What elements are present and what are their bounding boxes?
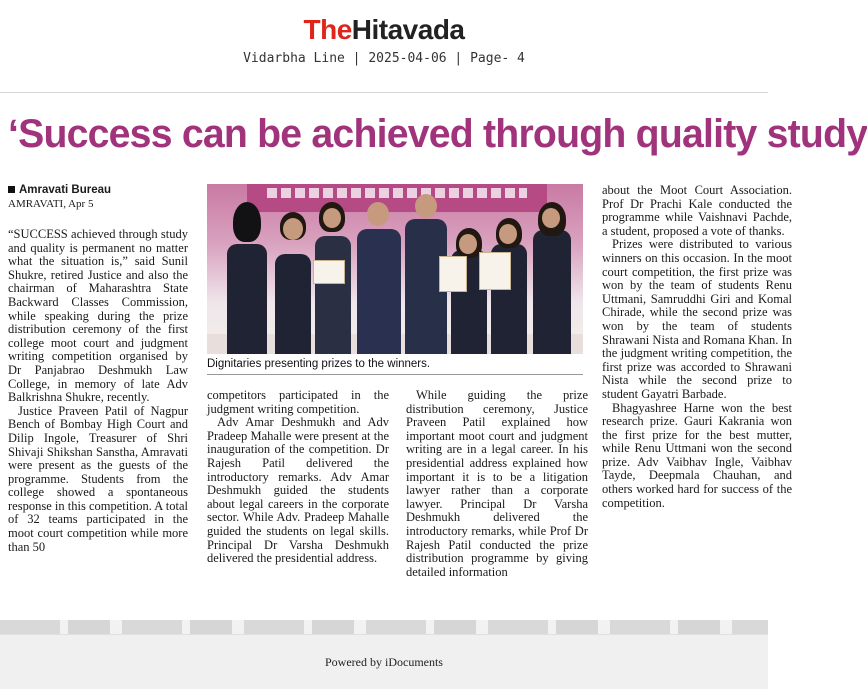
photo-certificate	[479, 252, 511, 290]
article-column-1	[8, 228, 188, 554]
logo-name: Hitavada	[351, 14, 465, 45]
newspaper-logo[interactable]	[0, 14, 768, 46]
photo-person	[357, 229, 401, 354]
photo-person-face	[323, 208, 341, 228]
byline-text: Amravati Bureau	[19, 184, 112, 196]
article-headline: ‘Success can be achieved through quality study	[8, 112, 867, 156]
photo-certificate	[313, 260, 345, 284]
photo-person-face	[367, 202, 389, 226]
photo-person	[275, 254, 311, 354]
byline	[8, 184, 111, 196]
paragraph: competitors participated in the judgment writing competition.	[207, 388, 389, 416]
edition-line: Vidarbha Line | 2025-04-06 | Page- 4	[243, 51, 525, 66]
article-column-3	[406, 389, 588, 579]
photo-person-face	[459, 234, 477, 254]
photo-person	[315, 236, 351, 354]
photo-person-face	[542, 208, 560, 228]
article-photo	[207, 184, 583, 354]
paragraph: Prizes were distributed to various winners on this occasion. In the moot court competition, the first prize was won by the team of students Renu Uttmani, Samruddhi Giri and Komal Chirade, while the second prize was won by the team of students Shrawani Nista and Romana Khan. In the judgment writing competition, the first prize was accorded to Shrawani Nista while the second prize to student Gayatri Barbade.	[602, 237, 792, 401]
footer-bar	[0, 634, 768, 689]
square-bullet-icon	[8, 186, 15, 193]
dateline: AMRAVATI, Apr 5	[8, 198, 94, 210]
paragraph: about the Moot Court Association. Prof Dr Prachi Kale conducted the programme while Vaishnavi Pachde, a student, proposed a vote of thanks.	[602, 183, 792, 238]
paragraph: “SUCCESS achieved through study and quality is permanent no matter what the situation is,” said Sunil Shukre, retired Justice and also the chairman of Maharashtra State Backward Classes Commission, while speaking during the prize distribution ceremony of the first college moot court and judgment writing competition organised by Dr Panjabrao Deshmukh Law College, in memory of late Adv Balkrishna Shukre, recently.	[8, 227, 188, 405]
paragraph: Adv Amar Deshmukh and Adv Pradeep Mahalle were present at the inauguration of the competition. Dr Rajesh Patil delivered the introductory remarks. Adv Amar Deshmukh guided the students about legal careers in the corporate sector. While Adv. Pradeep Mahalle guided the students on legal skills. Principal Dr Varsha Deshmukh delivered the presidential address.	[207, 415, 389, 566]
paragraph: While guiding the prize distribution ceremony, Justice Praveen Patil explained how important moot court and judgment writing are in a legal career. In his presidential address explained how important it is to be a litigation lawyer rather than a corporate lawyer. Principal Dr Varsha Deshmukh delivered the introductory remarks, while Prof Dr Rajesh Patil conducted the prize distribution programme by giving detailed information	[406, 388, 588, 579]
masthead	[0, 0, 768, 93]
next-article-preview	[0, 620, 768, 634]
article-column-2	[207, 389, 389, 566]
photo-person-face	[415, 194, 437, 218]
photo-caption: Dignitaries presenting prizes to the winners.	[207, 358, 583, 375]
photo-person	[533, 230, 571, 354]
paragraph: Justice Praveen Patil of Nagpur Bench of Bombay High Court and Dilip Ingole, Treasurer of Shri Shivaji Shikshan Sanstha, Amravati were present as the guests of the programme. Students from the college showed a spontaneous response in this competition. A total of 32 teams participated in the moot court competition while more than 50	[8, 403, 188, 554]
photo-person	[227, 244, 267, 354]
photo-person-face	[283, 218, 303, 240]
photo-person-face	[499, 224, 517, 244]
photo-certificate	[439, 256, 467, 292]
powered-by-link[interactable]: Powered by iDocuments	[325, 655, 443, 669]
logo-the: The	[303, 14, 352, 45]
photo-banner-lettering	[267, 188, 527, 198]
photo-person-hijab	[233, 202, 261, 242]
article-column-4	[602, 183, 792, 510]
paragraph: Bhagyashree Harne won the best research prize. Gauri Kakrania won the first prize for the best mutter, while Renu Uttmani won the second prize. Adv Vaibhav Ingle, Vaibhav Tayde, Deepmala Chauhan, and others worked hard for success of the competition.	[602, 400, 792, 510]
